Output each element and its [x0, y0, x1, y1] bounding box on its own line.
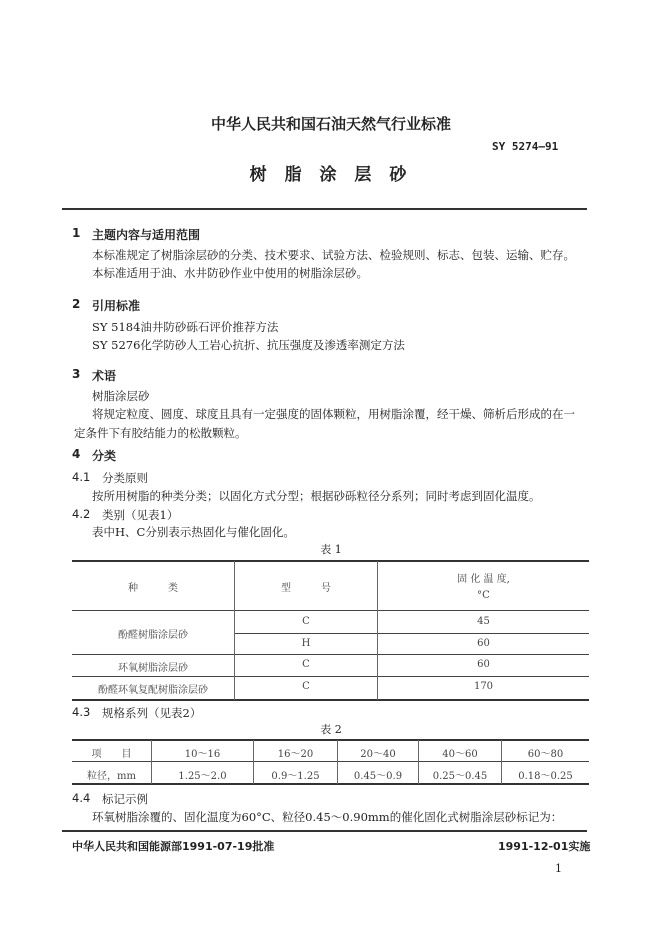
- effective-date: 1991-12-01实施: [498, 840, 591, 853]
- table-2-header-col-3: 20～40: [360, 749, 396, 760]
- table-1-caption: 表 1: [320, 543, 342, 556]
- table-2-header-col-5: 60～80: [527, 749, 564, 760]
- section-4-title: 分类: [92, 449, 117, 463]
- section-3-number: 3: [72, 367, 81, 381]
- table-1-row-1-temp-2: 60: [477, 638, 490, 649]
- section-1-para-1: 本标准规定了树脂涂层砂的分类、技术要求、试验方法、检验规则、标志、包装、运输、贮存。: [92, 248, 575, 262]
- clause-4-2-number: 4.2: [72, 507, 91, 521]
- section-2-number: 2: [72, 297, 81, 311]
- section-2-title: 引用标准: [92, 299, 141, 313]
- approval-line: 中华人民共和国能源部1991-07-19批准: [72, 840, 275, 853]
- org-title: 中华人民共和国石油天然气行业标准: [210, 115, 451, 133]
- reference-1: SY 5184油井防砂砾石评价推荐方法: [92, 320, 279, 334]
- clause-4-4-text: 环氧树脂涂覆的、固化温度为60°C、粒径0.45～0.90mm的催化固化式树脂涂层砂标记为：: [92, 810, 563, 824]
- table-1-row-3-type: C: [302, 681, 310, 692]
- title-rule: [62, 208, 587, 210]
- clause-4-3-number: 4.3: [72, 705, 91, 719]
- table-2-header-col-4: 40～60: [442, 749, 478, 760]
- table-2-header-col-1: 10～16: [184, 749, 221, 760]
- term-definition-line-2: 定条件下有胶结能力的松散颗粒。: [74, 426, 247, 440]
- term-definition-line-1: 将规定粒度、圆度、球度且具有一定强度的固体颗粒，用树脂涂覆，经干燥、筛析后形成的在一: [92, 407, 575, 421]
- section-3-title: 术语: [92, 369, 117, 383]
- table-1-row-1-type-2: H: [301, 638, 311, 649]
- table-1-header-temp: 固 化 温 度,: [457, 574, 510, 585]
- reference-2: SY 5276化学防砂人工岩心抗折、抗压强度及渗透率测定方法: [92, 338, 405, 352]
- page-number: 1: [555, 862, 562, 875]
- clause-4-1-title: 分类原则: [102, 471, 148, 485]
- section-4-number: 4: [72, 447, 81, 461]
- document-title: 树 脂 涂 层 砂: [249, 165, 413, 185]
- clause-4-1-text: 按所用树脂的种类分类；以固化方式分型；根据砂砾粒径分系列；同时考虑到固化温度。: [92, 489, 541, 503]
- table-1-row-2-temp: 60: [477, 659, 490, 670]
- table-2-caption: 表 2: [320, 723, 342, 736]
- clause-4-4-title: 标记示例: [102, 792, 148, 806]
- table-2-header-col-2: 16～20: [277, 749, 314, 760]
- clause-4-3-title: 规格系列（见表2）: [102, 706, 202, 720]
- table-1-row-1-kind: 酚醛树脂涂层砂: [118, 630, 188, 641]
- table-1-row-1-temp-1: 45: [477, 616, 490, 627]
- table-1-row-1-type-1: C: [302, 616, 310, 627]
- table-2-row-label: 粒径，mm: [87, 771, 136, 782]
- clause-4-2-text: 表中H、C分别表示热固化与催化固化。: [92, 525, 295, 539]
- table-2-value-2: 0.9～1.25: [271, 771, 320, 782]
- table-2-value-4: 0.25～0.45: [432, 771, 488, 782]
- clause-4-4-number: 4.4: [72, 791, 91, 805]
- table-1-row-3-temp: 170: [473, 681, 494, 692]
- table-2-value-3: 0.45～0.9: [353, 771, 403, 782]
- section-1-para-2: 本标准适用于油、水井防砂作业中使用的树脂涂层砂。: [92, 266, 368, 280]
- table-2-value-1: 1.25～2.0: [178, 771, 227, 782]
- clause-4-1-number: 4.1: [72, 470, 91, 484]
- section-1-title: 主题内容与适用范围: [92, 228, 201, 242]
- table-1-header-kind: 种 类: [128, 583, 178, 594]
- term-name: 树脂涂层砂: [92, 389, 150, 403]
- table-1-row-2-type: C: [302, 659, 310, 670]
- clause-4-2-title: 类别（见表1）: [102, 508, 179, 522]
- standard-code: SY 5274—91: [492, 140, 559, 153]
- table-1-row-2-kind: 环氧树脂涂层砂: [118, 663, 188, 674]
- table-1-row-3-kind: 酚醛环氧复配树脂涂层砂: [98, 685, 208, 696]
- table-1-header-type: 型 号: [281, 583, 331, 594]
- table-2-header-item: 项 目: [91, 749, 132, 760]
- table-1-header-temp-unit: °C: [477, 590, 490, 601]
- table-2-value-5: 0.18～0.25: [518, 771, 573, 782]
- section-1-number: 1: [72, 226, 81, 240]
- footer-rule: [62, 830, 587, 832]
